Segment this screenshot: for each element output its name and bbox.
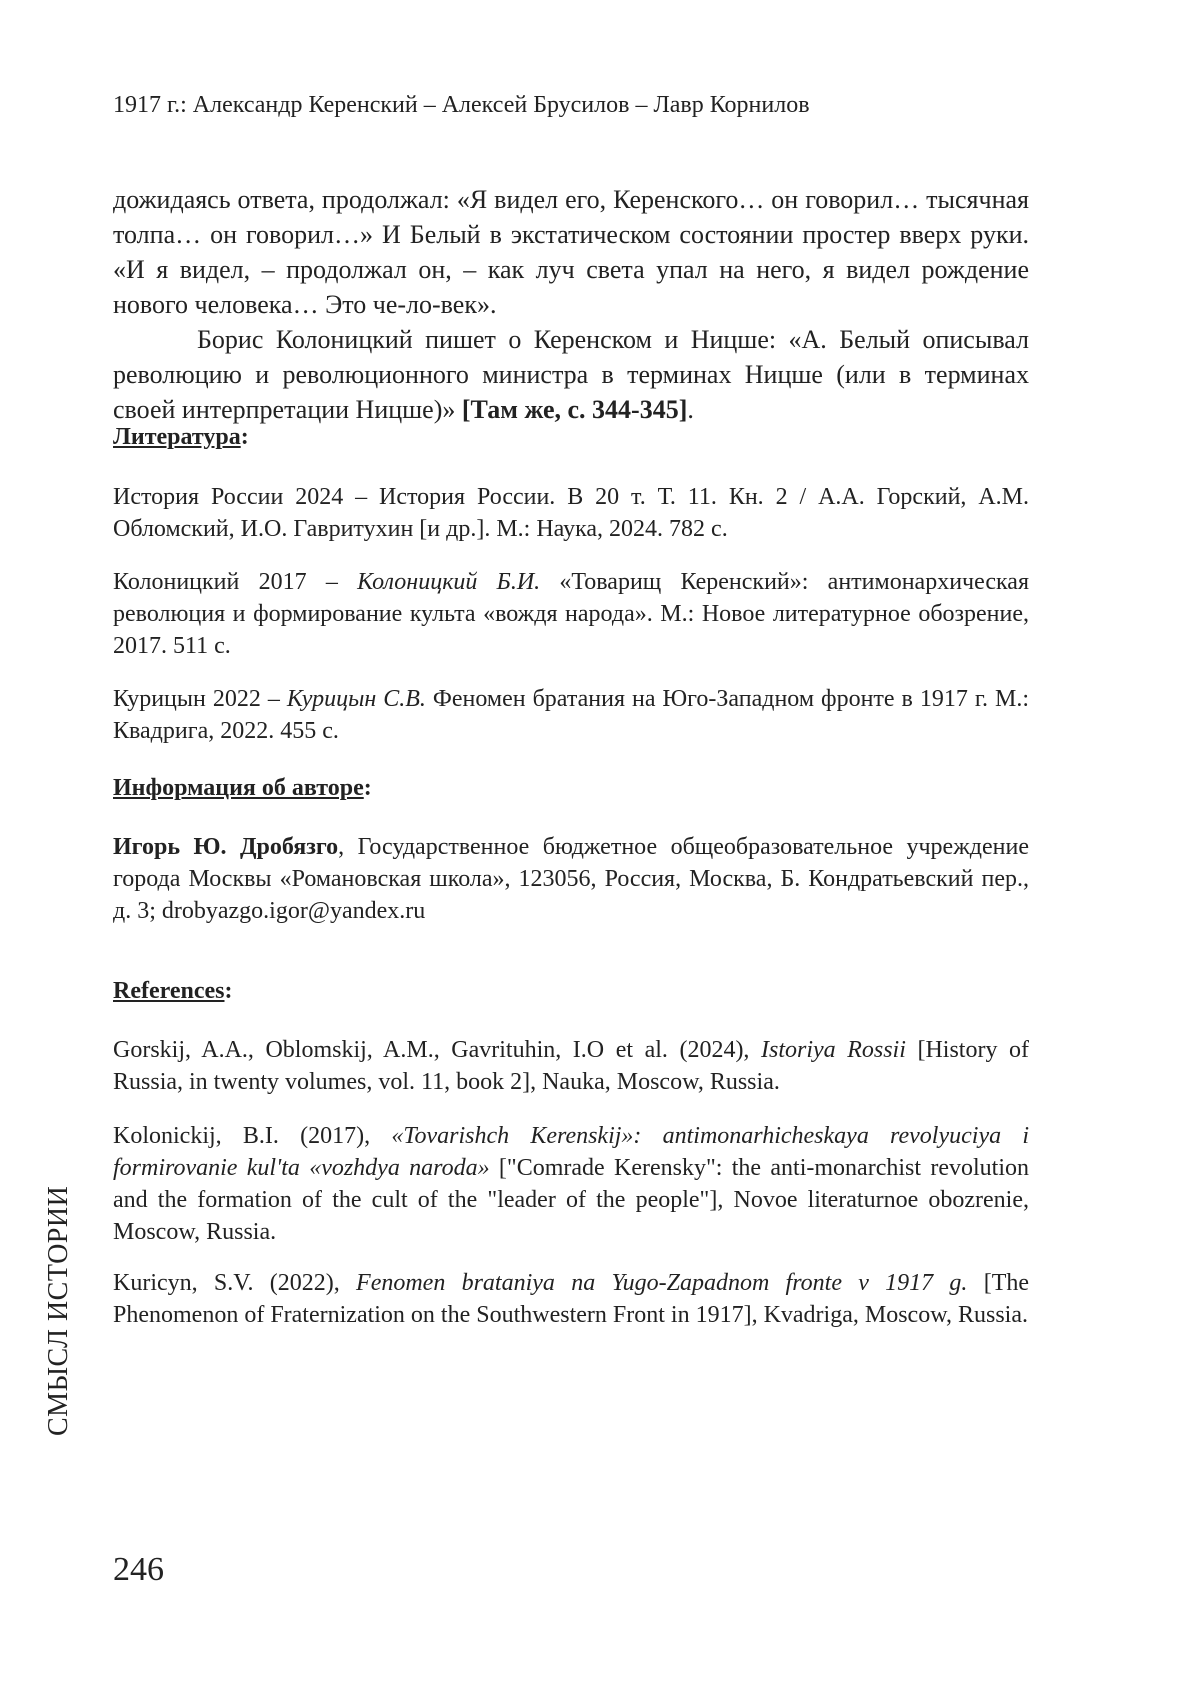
literature-item-3 [113,683,1029,747]
references-item-2 [113,1120,1029,1248]
author-info-heading [113,773,372,803]
references-item-2-title: «Tovarishch Kerenskij»: antimonarhicheskaya revolyuciya i formirovanie kul'ta «vozhdya naroda» [113,1123,1029,1181]
author-info [113,831,1029,927]
references-item-1-title: Istoriya Rossii [761,1037,906,1063]
body-paragraph-2-end: . [687,395,694,424]
author-name: Игорь Ю. Дробязго [113,834,339,860]
body-paragraph-1: дожидаясь ответа, продолжал: «Я видел его, Керенского… он говорил… тысячная толпа… он говорил…» И Белый в экстатическом состоянии простер вверх руки. «И я видел, – продолжал он, – как луч света упал на него, я видел рождение нового человека… Это че-ло-век». [113,185,1029,319]
literature-item-1 [113,481,1029,545]
references-heading-text: References [113,978,225,1004]
literature-item-2-author: Колоницкий Б.И. [357,569,541,595]
literature-item-3-author: Курицын С.В. [286,686,426,712]
literature-item-2-rest: «Товарищ Керенский»: антимонархическая революция и формирование культа «вождя народа». М.: Новое литературное обозрение, 2017. 511 с. [113,569,1029,659]
author-info-heading-text: Информация об авторе [113,775,364,801]
literature-item-2-prefix: Колоницкий 2017 – [113,569,358,595]
references-item-3-rest: [The Phenomenon of Fraternization on the Southwestern Front in 1917], Kvadriga, Moscow, Russia. [113,1270,1030,1328]
literature-item-3-prefix: Курицын 2022 – [113,686,287,712]
references-heading-colon: : [224,978,233,1004]
author-details: , Государственное бюджетное общеобразовательное учреждение города Москвы «Романовская школа», 123056, Россия, Москва, Б. Кондратьевский пер., д. 3; drobyazgo.igor@yandex.ru [113,834,1029,924]
literature-item-2 [113,566,1029,662]
author-info-heading-colon: : [363,775,372,801]
literature-heading-colon: : [240,424,249,450]
references-heading [113,976,233,1006]
references-item-2-rest: ["Comrade Kerensky": the anti-monarchist revolution and the formation of the cult of the "leader of the people"], Novoe literaturnoe obozrenie, Moscow, Russia. [113,1155,1029,1245]
references-item-3-prefix: Kuricyn, S.V. (2022), [113,1270,357,1296]
literature-heading-text: Литература [113,424,241,450]
body-paragraph-2 [113,322,1029,427]
references-item-1-rest: [History of Russia, in twenty volumes, vol. 11, book 2], Nauka, Moscow, Russia. [113,1037,1030,1095]
references-item-3 [113,1267,1029,1331]
references-item-1 [113,1034,1029,1098]
references-item-1-prefix: Gorskij, A.A., Oblomskij, A.M., Gavrituhin, I.O et al. (2024), [113,1037,761,1063]
body-text [113,182,1029,427]
literature-item-3-rest: Феномен братания на Юго-Западном фронте в 1917 г. М.: Квадрига, 2022. 455 с. [113,686,1030,744]
references-item-3-title: Fenomen brataniya na Yugo-Zapadnom fronte v 1917 g. [356,1270,968,1296]
body-paragraph-2-text: Борис Колоницкий пишет о Керенском и Ницше: «А. Белый описывал революцию и революционного министра в терминах Ницше (или в терминах своей интерпретации Ницше)» [113,325,1029,424]
references-item-2-prefix: Kolonickij, B.I. (2017), [113,1123,392,1149]
running-head: 1917 г.: Александр Керенский – Алексей Брусилов – Лавр Корнилов [113,92,810,118]
page-number: 246 [113,1551,164,1588]
literature-heading [113,422,249,452]
body-citation: [Там же, с. 344-345] [461,395,688,424]
journal-title-vertical: СМЫСЛ ИСТОРИИ [43,1185,74,1436]
literature-item-1-text: История России 2024 – История России. В 20 т. Т. 11. Кн. 2 / А.А. Горский, А.М. Обломский, И.О. Гавритухин [и др.]. М.: Наука, 2024. 782 с. [113,484,1029,542]
